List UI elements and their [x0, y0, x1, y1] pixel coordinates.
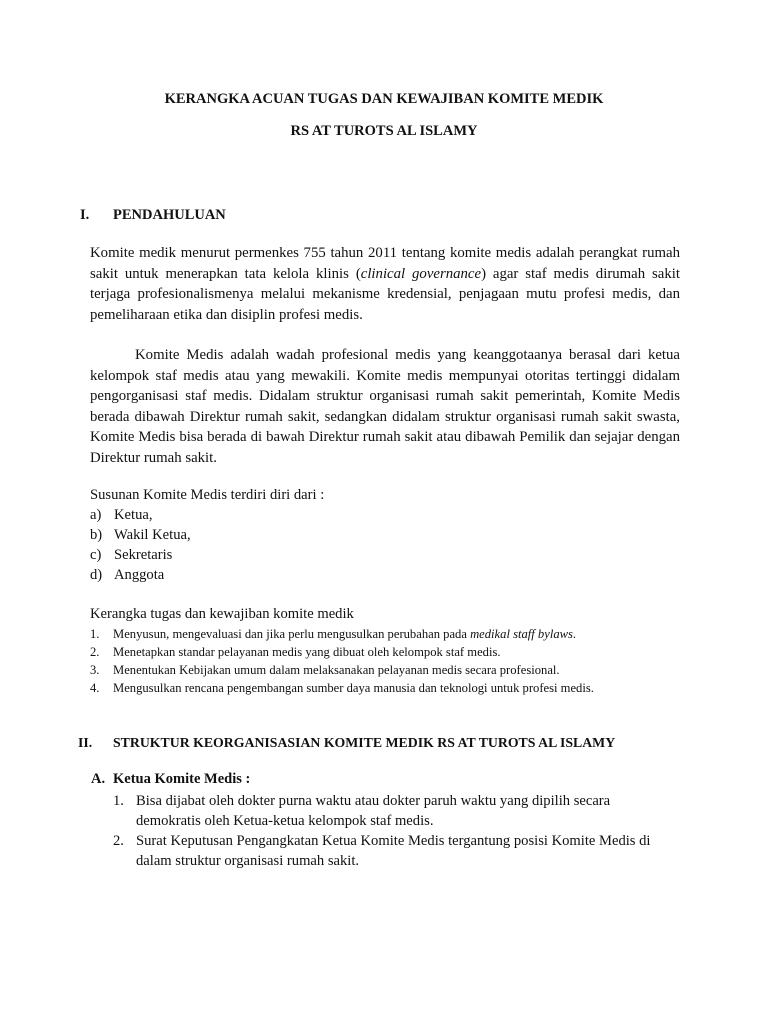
tugas-item: Menentukan Kebijakan umum dalam melaksanakan pelayanan medis secara profesional.	[113, 663, 560, 677]
susunan-marker: a)	[90, 507, 102, 523]
document-subtitle: RS AT TUROTS AL ISLAMY	[290, 123, 478, 139]
susunan-marker: b)	[90, 527, 103, 543]
para1-text-before: Komite medik menurut permenkes 755 tahun 2011 tentang komite medis adalah perangkat rumah sakit untuk menerapkan tata kelola klinis (	[90, 245, 680, 282]
para1-italic-term: clinical governance	[360, 265, 482, 282]
tugas-item: Mengusulkan rencana pengembangan sumber daya manusia dan teknologi untuk profesi medis.	[113, 681, 594, 695]
ketua-item-marker: 2.	[113, 833, 124, 849]
tugas-marker: 1.	[90, 627, 100, 641]
intro-paragraph-1	[90, 243, 680, 325]
tugas-marker: 2.	[90, 645, 100, 659]
ketua-item-line: dalam struktur organisasi rumah sakit.	[136, 853, 360, 869]
section-2-number: II.	[78, 735, 93, 750]
section-1-heading: PENDAHULUAN	[113, 207, 226, 223]
ketua-item-line: demokratis oleh Ketua-ketua kelompok staf medis.	[136, 813, 434, 829]
subsection-a-heading: Ketua Komite Medis :	[113, 771, 251, 787]
tugas-item-tail: .	[572, 627, 577, 641]
subsection-a-marker: A.	[91, 771, 106, 787]
susunan-item: Anggota	[114, 567, 165, 583]
tugas-intro: Kerangka tugas dan kewajiban komite medik	[90, 606, 354, 622]
susunan-item: Sekretaris	[114, 547, 173, 563]
section-2-heading: STRUKTUR KEORGANISASIAN KOMITE MEDIK RS AT TUROTS AL ISLAMY	[113, 735, 616, 750]
ketua-item-line: Surat Keputusan Pengangkatan Ketua Komite Medis tergantung posisi Komite Medis di	[136, 833, 651, 849]
section-1-number: I.	[80, 207, 90, 223]
susunan-intro: Susunan Komite Medis terdiri diri dari :	[90, 487, 325, 503]
tugas-marker: 4.	[90, 681, 100, 695]
tugas-item-italic: medikal staff bylaws	[470, 627, 573, 641]
tugas-item-text: Menyusun, mengevaluasi dan jika perlu mengusulkan perubahan pada	[113, 627, 471, 641]
susunan-item: Wakil Ketua,	[114, 527, 191, 543]
ketua-item-line: Bisa dijabat oleh dokter purna waktu atau dokter paruh waktu yang dipilih secara	[136, 793, 611, 809]
susunan-marker: c)	[90, 547, 102, 563]
susunan-item: Ketua,	[114, 507, 153, 523]
tugas-marker: 3.	[90, 663, 100, 677]
ketua-item-marker: 1.	[113, 793, 124, 809]
para1-text-after: ) agar staf medis dirumah sakit terjaga profesionalismenya melalui mekanisme kredensial, penjagaan mutu profesi medis, dan pemeliharaan etika dan disiplin profesi medis.	[90, 265, 680, 323]
intro-paragraph-2: Komite Medis adalah wadah profesional medis yang keanggotaanya berasal dari ketua kelompok staf medis atau yang mewakili. Komite medis mempunyai otoritas tertinggi didalam pengorganisasi staf medis. Didalam struktur organisasi rumah sakit pemerintah, Komite Medis berada dibawah Direktur rumah sakit, sedangkan didalam struktur organisasi rumah sakit swasta, Komite Medis bisa berada di bawah Direktur rumah sakit atau dibawah Pemilik dan sejajar dengan Direktur rumah sakit.	[90, 347, 680, 466]
tugas-item: Menetapkan standar pelayanan medis yang dibuat oleh kelompok staf medis.	[113, 645, 501, 659]
document-title: KERANGKA ACUAN TUGAS DAN KEWAJIBAN KOMITE MEDIK	[164, 91, 604, 107]
tugas-item	[113, 627, 576, 642]
susunan-marker: d)	[90, 567, 103, 583]
